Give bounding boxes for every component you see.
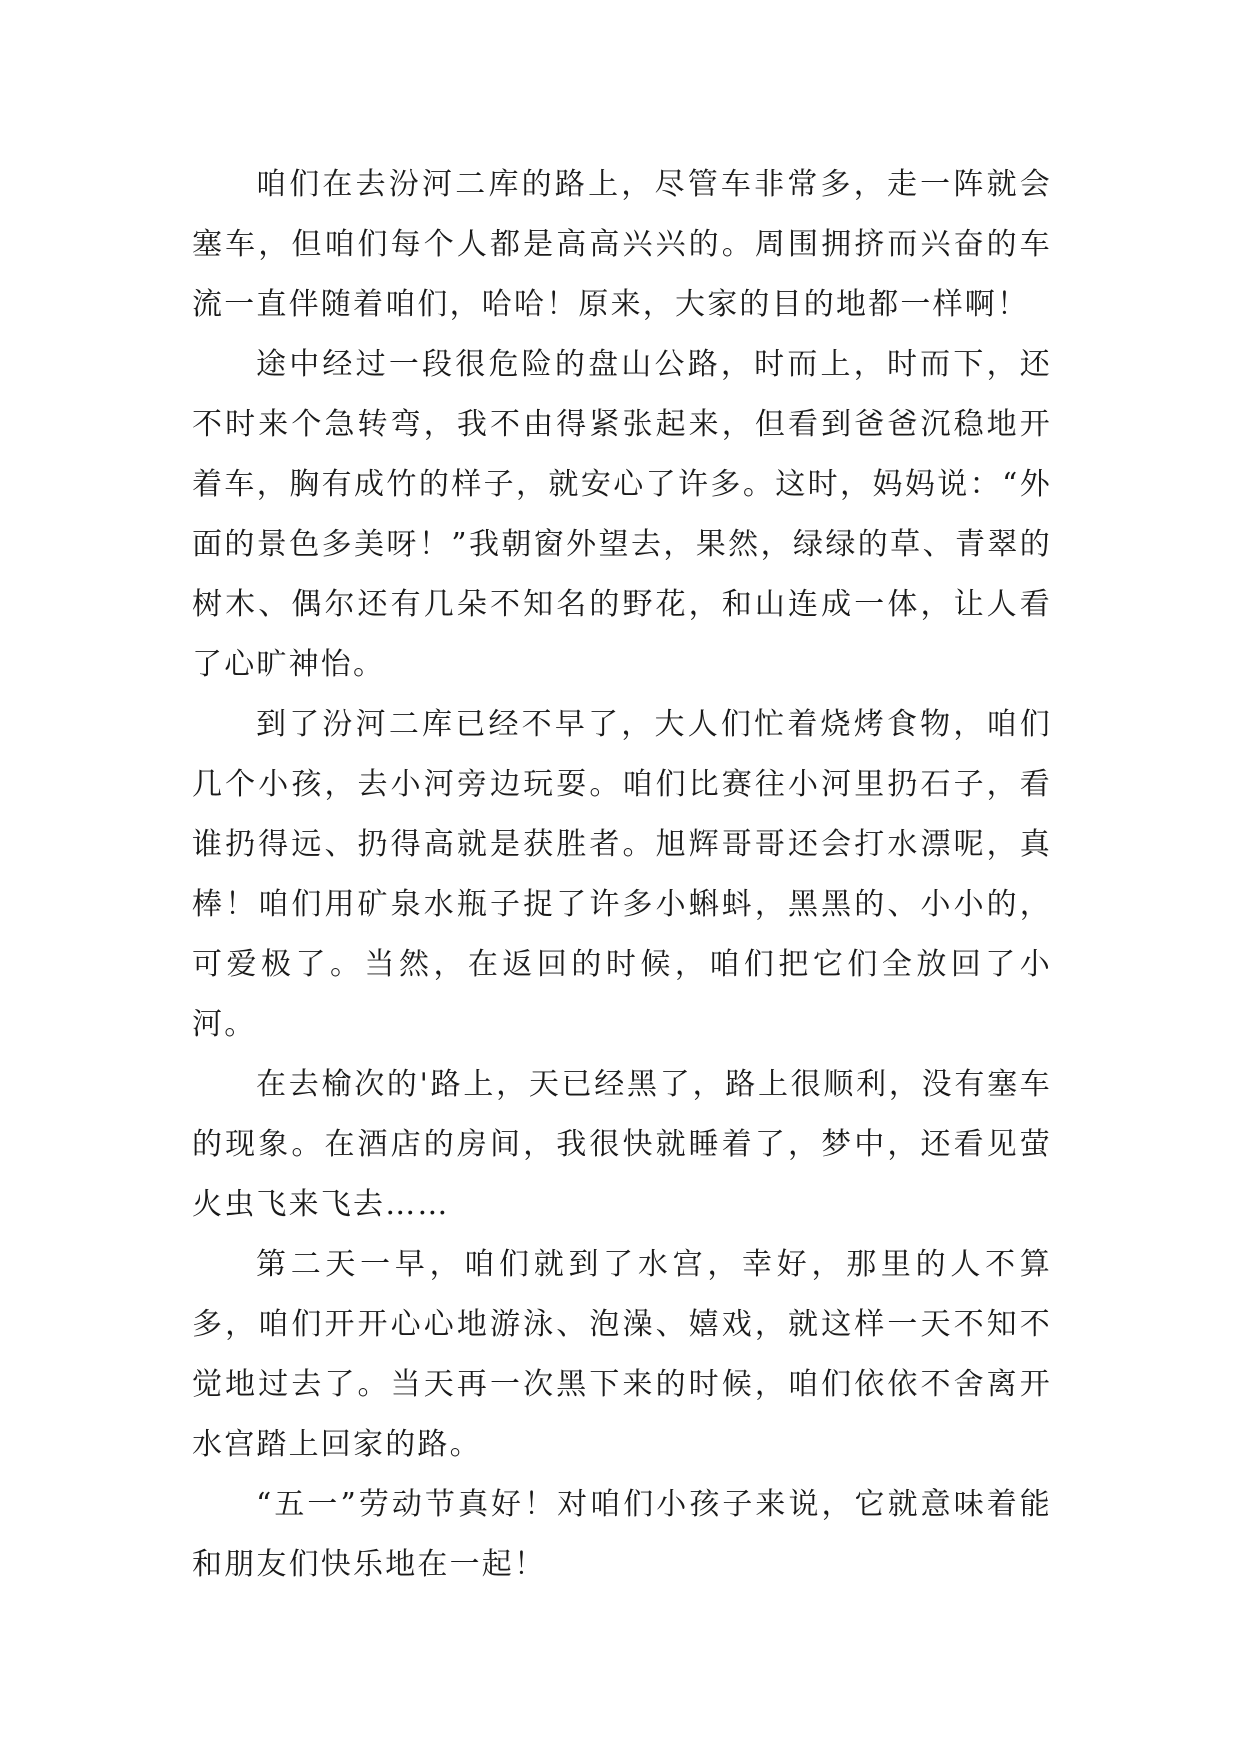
document-body — [192, 155, 1052, 1595]
paragraph-2: 途中经过一段很危险的盘山公路，时而上，时而下，还不时来个急转弯，我不由得紧张起来，但看到爸爸沉稳地开着车，胸有成竹的样子，就安心了许多。这时，妈妈说：“外面的景色多美呀！”我朝窗外望去，果然，绿绿的草、青翠的树木、偶尔还有几朵不知名的野花，和山连成一体，让人看了心旷神怡。 — [192, 347, 1052, 682]
paragraph-5: 第二天一早，咱们就到了水宫，幸好，那里的人不算多，咱们开开心心地游泳、泡澡、嬉戏，就这样一天不知不觉地过去了。当天再一次黑下来的时候，咱们依依不舍离开水宫踏上回家的路。 — [192, 1247, 1052, 1462]
paragraph-1: 咱们在去汾河二库的路上，尽管车非常多，走一阵就会塞车，但咱们每个人都是高高兴兴的。周围拥挤而兴奋的车流一直伴随着咱们，哈哈！原来，大家的目的地都一样啊！ — [192, 167, 1052, 322]
paragraph-6: “五一”劳动节真好！对咱们小孩子来说，它就意味着能和朋友们快乐地在一起！ — [192, 1487, 1052, 1582]
paragraph-4: 在去榆次的'路上，天已经黑了，路上很顺利，没有塞车的现象。在酒店的房间，我很快就睡着了，梦中，还看见萤火虫飞来飞去…… — [192, 1067, 1052, 1222]
paragraph-3: 到了汾河二库已经不早了，大人们忙着烧烤食物，咱们几个小孩，去小河旁边玩耍。咱们比赛往小河里扔石子，看谁扔得远、扔得高就是获胜者。旭辉哥哥还会打水漂呢，真棒！咱们用矿泉水瓶子捉了许多小蝌蚪，黑黑的、小小的，可爱极了。当然，在返回的时候，咱们把它们全放回了小河。 — [192, 707, 1052, 1042]
